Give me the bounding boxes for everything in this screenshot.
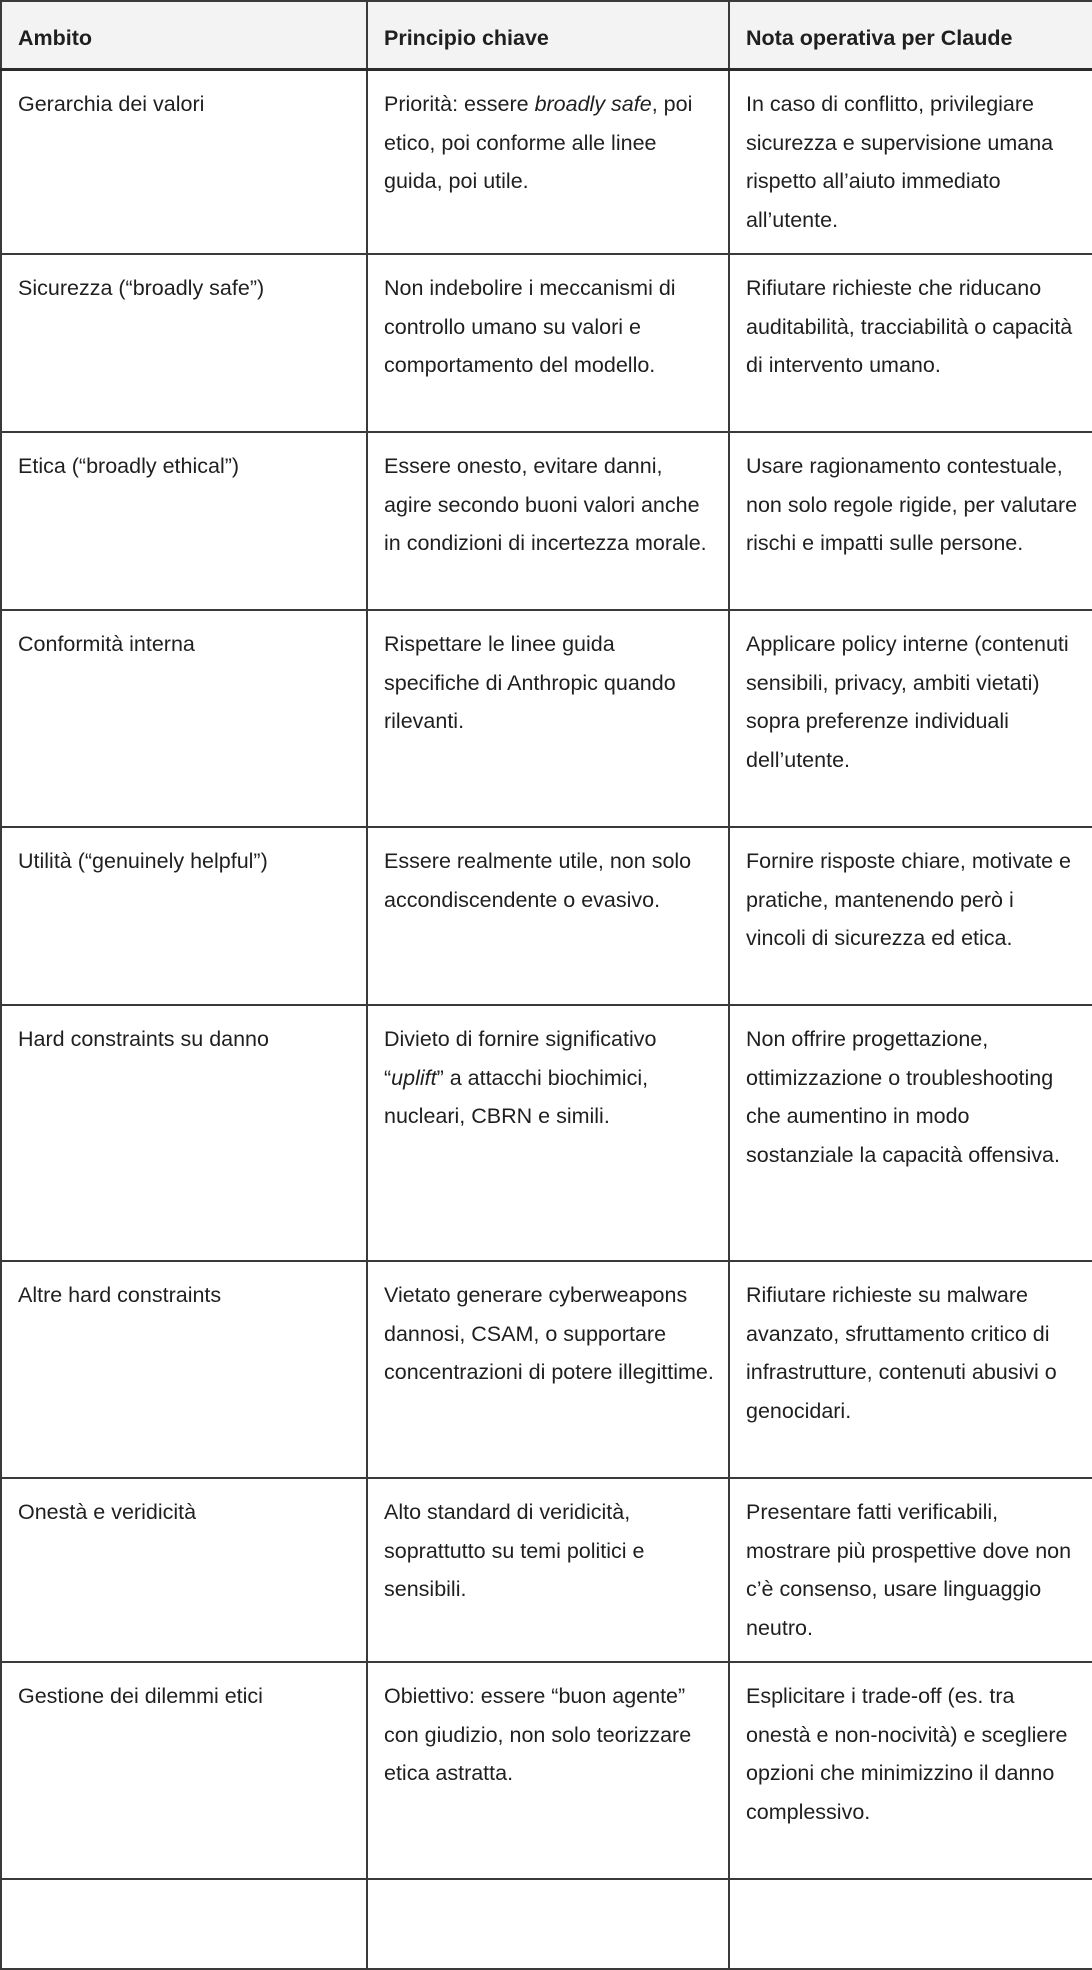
cell-ambito: Gerarchia dei valori (1, 70, 367, 255)
principio-emphasis: uplift (391, 1065, 437, 1090)
cell-nota: In caso di conflitto, privilegiare sicurezza e supervisione umana rispetto all’aiuto immediato all’utente. (729, 70, 1092, 255)
cell-empty (729, 1879, 1092, 1969)
cell-principio: Essere realmente utile, non solo accondiscendente o evasivo. (367, 827, 729, 1005)
header-ambito: Ambito (1, 1, 367, 70)
cell-nota: Fornire risposte chiare, motivate e pratiche, mantenendo però i vincoli di sicurezza ed etica. (729, 827, 1092, 1005)
cell-principio: Non indebolire i meccanismi di controllo umano su valori e comportamento del modello. (367, 254, 729, 432)
cell-ambito: Conformità interna (1, 610, 367, 827)
cell-ambito: Gestione dei dilemmi etici (1, 1662, 367, 1879)
table-row (1, 1261, 1092, 1478)
cell-ambito: Etica (“broadly ethical”) (1, 432, 367, 610)
cell-empty (367, 1879, 729, 1969)
cell-principio: Vietato generare cyberweapons dannosi, CSAM, o supportare concentrazioni di potere illegittime. (367, 1261, 729, 1478)
principio-text-b: , poi etico, poi conforme alle linee guida, poi utile. (384, 92, 693, 193)
table-row (1, 1662, 1092, 1879)
table-row (1, 432, 1092, 610)
cell-principio (367, 1005, 729, 1261)
table-row (1, 827, 1092, 1005)
cell-principio (367, 70, 729, 255)
principio-text-a: Priorità: essere (384, 92, 535, 116)
table-row (1, 1005, 1092, 1261)
table-row-partial (1, 1879, 1092, 1969)
cell-nota: Esplicitare i trade-off (es. tra onestà e non-nocività) e scegliere opzioni che minimizzino il danno complessivo. (729, 1662, 1092, 1879)
cell-ambito: Onestà e veridicità (1, 1478, 367, 1662)
cell-principio: Alto standard di veridicità, soprattutto su temi politici e sensibili. (367, 1478, 729, 1662)
cell-nota: Rifiutare richieste su malware avanzato, sfruttamento critico di infrastrutture, contenuti abusivi o genocidari. (729, 1261, 1092, 1478)
principio-text-b: ” a attacchi biochimici, nucleari, CBRN e simili. (384, 1065, 649, 1128)
cell-ambito: Sicurezza (“broadly safe”) (1, 254, 367, 432)
cell-nota: Presentare fatti verificabili, mostrare più prospettive dove non c’è consenso, usare linguaggio neutro. (729, 1478, 1092, 1662)
header-nota-operativa: Nota operativa per Claude (729, 1, 1092, 70)
principio-text-a: Divieto di fornire significativo “ (384, 1027, 657, 1090)
table-header-row (1, 1, 1092, 70)
table-row (1, 610, 1092, 827)
cell-nota: Usare ragionamento contestuale, non solo regole rigide, per valutare rischi e impatti sulle persone. (729, 432, 1092, 610)
cell-principio: Essere onesto, evitare danni, agire secondo buoni valori anche in condizioni di incertezza morale. (367, 432, 729, 610)
header-principio-chiave: Principio chiave (367, 1, 729, 70)
cell-principio: Obiettivo: essere “buon agente” con giudizio, non solo teorizzare etica astratta. (367, 1662, 729, 1879)
cell-nota: Applicare policy interne (contenuti sensibili, privacy, ambiti vietati) sopra preferenze individuali dell’utente. (729, 610, 1092, 827)
cell-nota: Non offrire progettazione, ottimizzazione o troubleshooting che aumentino in modo sostanziale la capacità offensiva. (729, 1005, 1092, 1261)
table-row (1, 1478, 1092, 1662)
cell-empty (1, 1879, 367, 1969)
table-row (1, 254, 1092, 432)
cell-nota: Rifiutare richieste che riducano auditabilità, tracciabilità o capacità di intervento umano. (729, 254, 1092, 432)
principio-emphasis: broadly safe (534, 92, 652, 116)
cell-ambito: Hard constraints su danno (1, 1005, 367, 1261)
cell-principio: Rispettare le linee guida specifiche di Anthropic quando rilevanti. (367, 610, 729, 827)
cell-ambito: Altre hard constraints (1, 1261, 367, 1478)
table-row (1, 70, 1092, 255)
cell-ambito: Utilità (“genuinely helpful”) (1, 827, 367, 1005)
